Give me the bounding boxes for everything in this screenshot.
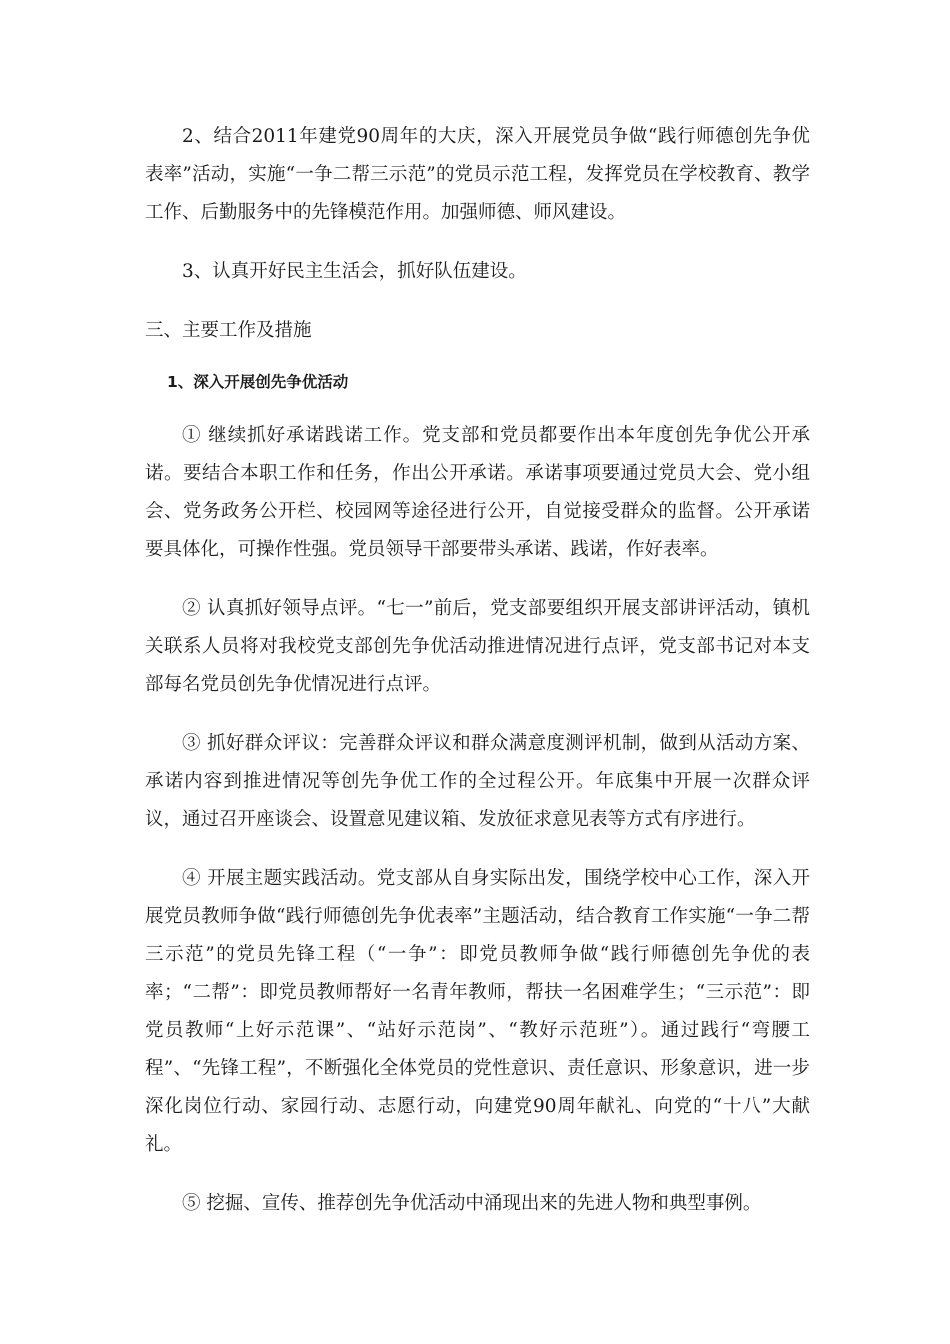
paragraph-3: 3、认真开好民主生活会，抓好队伍建设。	[182, 261, 527, 282]
item-2: ② 认真抓好领导点评。“七一”前后，党支部要组织开展支部讲评活动，镇机关联系人员将对我校党支部创先争优活动推进情况进行点评，党支部书记对本支部每名党员创先争优情况进行点评。	[145, 598, 810, 695]
item-5: ⑤ 挖掘、宣传、推荐创先争优活动中涌现出来的先进人物和典型事例。	[182, 1193, 762, 1214]
document-page	[145, 118, 810, 1223]
paragraph-2: 2、结合2011年建党90周年的大庆，深入开展党员争做“践行师德创先争优表率”活动，实施“一争二帮三示范”的党员示范工程，发挥党员在学校教育、教学工作、后勤服务中的先锋模范作用。加强师德、师风建设。	[145, 126, 810, 223]
item-4: ④ 开展主题实践活动。党支部从自身实际出发，围绕学校中心工作，深入开展党员教师争做“践行师德创先争优表率”主题活动，结合教育工作实施“一争二帮三示范”的党员先锋工程（“一争”：即党员教师争做“践行师德创先争优的表率；“二帮”：即党员教师帮好一名青年教师，帮扶一名困难学生；“三示范”：即党员教师“上好示范课”、“站好示范岗”、“教好示范班”）。通过践行“弯腰工程”、“先锋工程”，不断强化全体党员的党性意识、责任意识、形象意识，进一步深化岗位行动、家园行动、志愿行动，向建党90周年献礼、向党的“十八”大献礼。	[145, 868, 810, 1155]
item-1: ① 继续抓好承诺践诺工作。党支部和党员都要作出本年度创先争优公开承诺。要结合本职工作和任务，作出公开承诺。承诺事项要通过党员大会、党小组会、党务政务公开栏、校园网等途径进行公开，自觉接受群众的监督。公开承诺要具体化，可操作性强。党员领导干部要带头承诺、践诺，作好表率。	[145, 425, 810, 560]
section-heading: 三、主要工作及措施	[145, 320, 312, 341]
item-3: ③ 抓好群众评议：完善群众评议和群众满意度测评机制，做到从活动方案、承诺内容到推进情况等创先争优工作的全过程公开。年底集中开展一次群众评议，通过召开座谈会、设置意见建议箱、发放征求意见表等方式有序进行。	[145, 733, 810, 830]
subsection-heading: 1、深入开展创先争优活动	[167, 373, 349, 391]
